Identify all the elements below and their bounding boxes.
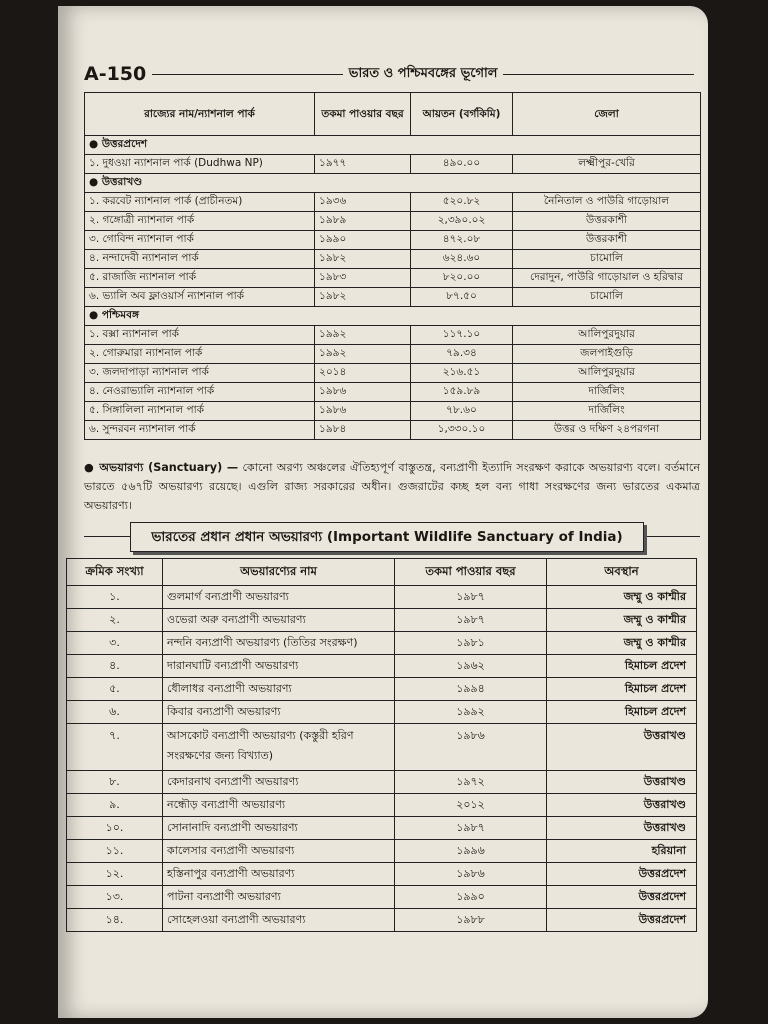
sanctuary-serial: ৯. — [67, 794, 163, 817]
sanctuary-serial: ৭. — [67, 724, 163, 771]
sanctuary-row — [67, 863, 697, 886]
park-name: ৬. সুন্দরবন ন্যাশনাল পার্ক — [85, 421, 315, 440]
sanctuary-name: নন্দনি বন্যপ্রাণী অভয়ারণ্য (তিতির সংরক্ষণ) — [163, 632, 395, 655]
sanctuary-col-location: অবস্থান — [547, 559, 697, 586]
page-number: A-150 — [84, 63, 147, 85]
sanctuary-year: ১৯৯২ — [395, 701, 547, 724]
park-col-area: আয়তন (বর্গকিমি) — [411, 93, 513, 136]
park-year: ১৯৮৪ — [315, 421, 411, 440]
park-row — [85, 383, 701, 402]
sanctuary-serial: ১০. — [67, 817, 163, 840]
park-row — [85, 326, 701, 345]
header-rule-right — [503, 74, 694, 75]
sanctuary-row — [67, 701, 697, 724]
sanctuary-row — [67, 840, 697, 863]
sanctuary-location: হিমাচল প্রদেশ — [547, 701, 697, 724]
sanctuary-location: উত্তরপ্রদেশ — [547, 909, 697, 932]
park-row — [85, 345, 701, 364]
sanctuary-location: উত্তরাখণ্ড — [547, 724, 697, 771]
park-name: ৬. ভ্যালি অব ফ্লাওয়ার্স ন্যাশনাল পার্ক — [85, 288, 315, 307]
national-park-table — [84, 92, 701, 440]
park-area: ১৫৯.৮৯ — [411, 383, 513, 402]
sanctuary-year: ১৯৯০ — [395, 886, 547, 909]
park-row — [85, 231, 701, 250]
sanctuary-table-body — [67, 586, 697, 932]
park-section-heading: ● পশ্চিমবঙ্গ — [85, 307, 701, 326]
sanctuary-name: সোহেলওয়া বন্যপ্রাণী অভয়ারণ্য — [163, 909, 395, 932]
park-year: ১৯৮৬ — [315, 383, 411, 402]
park-area: ২,৩৯০.০২ — [411, 212, 513, 231]
park-name: ১. দুধওয়া ন্যাশনাল পার্ক (Dudhwa NP) — [85, 155, 315, 174]
park-district: নৈনিতাল ও পাউরি গাড়োয়াল — [513, 193, 701, 212]
sanctuary-row — [67, 632, 697, 655]
sanctuary-location: উত্তরাখণ্ড — [547, 817, 697, 840]
sanctuary-location: উত্তরাখণ্ড — [547, 794, 697, 817]
sanctuary-serial: ২. — [67, 609, 163, 632]
sanctuary-serial: ৫. — [67, 678, 163, 701]
sanctuary-row — [67, 817, 697, 840]
park-row — [85, 193, 701, 212]
park-name: ৩. জলদাপাড়া ন্যাশনাল পার্ক — [85, 364, 315, 383]
park-name: ৫. রাজাজি ন্যাশনাল পার্ক — [85, 269, 315, 288]
park-name: ৩. গোবিন্দ ন্যাশনাল পার্ক — [85, 231, 315, 250]
park-district: দার্জিলিং — [513, 402, 701, 421]
park-table-body — [85, 136, 701, 440]
park-name: ১. বক্সা ন্যাশনাল পার্ক — [85, 326, 315, 345]
park-col-year: তকমা পাওয়ার বছর — [315, 93, 411, 136]
sanctuary-name: কালেসার বন্যপ্রাণী অভয়ারণ্য — [163, 840, 395, 863]
sanctuary-location: জম্মু ও কাশ্মীর — [547, 632, 697, 655]
sanctuary-row — [67, 609, 697, 632]
park-district: আলিপুরদুয়ার — [513, 326, 701, 345]
park-name: ১. করবেট ন্যাশনাল পার্ক (প্রাচীনতম) — [85, 193, 315, 212]
park-row — [85, 155, 701, 174]
sanctuary-year: ২০১২ — [395, 794, 547, 817]
park-year: ১৯৯২ — [315, 326, 411, 345]
park-row — [85, 269, 701, 288]
sanctuary-col-year: তকমা পাওয়ার বছর — [395, 559, 547, 586]
sanctuary-location: উত্তরপ্রদেশ — [547, 863, 697, 886]
sanctuary-year: ১৯৮৭ — [395, 586, 547, 609]
park-area: ১,৩৩০.১০ — [411, 421, 513, 440]
sanctuary-serial: ১৪. — [67, 909, 163, 932]
sanctuary-location: জম্মু ও কাশ্মীর — [547, 609, 697, 632]
park-year: ১৯৮৯ — [315, 212, 411, 231]
park-year: ১৯৯২ — [315, 345, 411, 364]
sanctuary-serial: ৪. — [67, 655, 163, 678]
sanctuary-col-name: অভয়ারণ্যের নাম — [163, 559, 395, 586]
park-district: দার্জিলিং — [513, 383, 701, 402]
park-area: ৭৮.৬০ — [411, 402, 513, 421]
park-area: ৬২৪.৬০ — [411, 250, 513, 269]
park-district: উত্তর ও দক্ষিণ ২৪পরগনা — [513, 421, 701, 440]
sanctuary-table-header — [67, 559, 697, 586]
sanctuary-col-serial: ক্রমিক সংখ্যা — [67, 559, 163, 586]
park-area: ৮৭.৫০ — [411, 288, 513, 307]
sanctuary-name: নন্ধৌড় বন্যপ্রাণী অভয়ারণ্য — [163, 794, 395, 817]
park-area: ৪৯০.০০ — [411, 155, 513, 174]
park-table-header — [85, 93, 701, 136]
sanctuary-serial: ১. — [67, 586, 163, 609]
park-year: ২০১৪ — [315, 364, 411, 383]
park-section-heading: ● উত্তরপ্রদেশ — [85, 136, 701, 155]
sanctuary-serial: ১২. — [67, 863, 163, 886]
sanctuary-name: আসকোট বন্যপ্রাণী অভয়ারণ্য (কস্তুরী হরিণ সংরক্ষণের জন্য বিখ্যাত) — [163, 724, 395, 771]
sanctuary-table — [66, 558, 697, 932]
sanctuary-serial: ৮. — [67, 771, 163, 794]
sanctuary-year: ১৯৮৬ — [395, 863, 547, 886]
park-year: ১৯৮৬ — [315, 402, 411, 421]
park-name: ৫. সিঙ্গালিলা ন্যাশনাল পার্ক — [85, 402, 315, 421]
sanctuary-row — [67, 724, 697, 771]
park-row — [85, 402, 701, 421]
park-row — [85, 364, 701, 383]
park-name: ৪. নন্দাদেবী ন্যাশনাল পার্ক — [85, 250, 315, 269]
park-district: উত্তরকাশী — [513, 212, 701, 231]
park-col-name: রাজ্যের নাম/ন্যাশনাল পার্ক — [85, 93, 315, 136]
sanctuary-location: হিমাচল প্রদেশ — [547, 678, 697, 701]
park-area: ৮২০.০০ — [411, 269, 513, 288]
sanctuary-year: ১৯৮১ — [395, 632, 547, 655]
park-name: ৪. নেওরাভ্যালি ন্যাশনাল পার্ক — [85, 383, 315, 402]
park-area: ৪৭২.০৮ — [411, 231, 513, 250]
park-section-row — [85, 174, 701, 193]
park-year: ১৯৩৬ — [315, 193, 411, 212]
sanctuary-name: গুলমার্গ বন্যপ্রাণী অভয়ারণ্য — [163, 586, 395, 609]
park-year: ১৯৯০ — [315, 231, 411, 250]
sanctuary-year: ১৯৯৪ — [395, 678, 547, 701]
sanctuary-row — [67, 586, 697, 609]
sanctuary-location: উত্তরপ্রদেশ — [547, 886, 697, 909]
park-district: চামোলি — [513, 250, 701, 269]
sanctuary-name: কিবার বন্যপ্রাণী অভয়ারণ্য — [163, 701, 395, 724]
park-district: জলপাইগুড়ি — [513, 345, 701, 364]
park-area: ১১৭.১০ — [411, 326, 513, 345]
sanctuary-year: ১৯৮৭ — [395, 817, 547, 840]
sanctuary-name: পাটনা বন্যপ্রাণী অভয়ারণ্য — [163, 886, 395, 909]
sanctuary-row — [67, 909, 697, 932]
sanctuary-row — [67, 886, 697, 909]
sanctuary-serial: ৩. — [67, 632, 163, 655]
park-section-row — [85, 136, 701, 155]
park-year: ১৯৮২ — [315, 250, 411, 269]
sanctuary-year: ১৯৮৬ — [395, 724, 547, 771]
sanctuary-lead: ● অভয়ারণ্য (Sanctuary) — — [84, 461, 239, 474]
sanctuary-location: উত্তরাখণ্ড — [547, 771, 697, 794]
sanctuary-section-title: ভারতের প্রধান প্রধান অভয়ারণ্য (Important Wildlife Sanctuary of India) — [130, 522, 644, 552]
sanctuary-body: কোনো অরণ্য অঞ্চলের ঐতিহ্যপূর্ণ বাস্তুতন্ত্র, বন্যপ্রাণী ইত্যাদি সংরক্ষণ করাকে অভয়ারণ্য বলে। বর্তমানে ভারতে ৫৬৭টি অভয়ারণ্য রয়েছে। এগুলি রাজ্য সরকারের অধীন। গুজরাটের কচ্ছ হল বন্য গাধা সংরক্ষণের জন্য ভারতের একমাত্র অভয়ারণ্য। — [84, 461, 701, 512]
sanctuary-year: ১৯৯৬ — [395, 840, 547, 863]
sanctuary-name: ওভেরা অরু বন্যপ্রাণী অভয়ারণ্য — [163, 609, 395, 632]
sanctuary-name: কেদারনাথ বন্যপ্রাণী অভয়ারণ্য — [163, 771, 395, 794]
sanctuary-location: জম্মু ও কাশ্মীর — [547, 586, 697, 609]
sanctuary-year: ১৯৮৭ — [395, 609, 547, 632]
sanctuary-row — [67, 771, 697, 794]
park-row — [85, 288, 701, 307]
sanctuary-year: ১৯৬২ — [395, 655, 547, 678]
book-title: ভারত ও পশ্চিমবঙ্গের ভূগোল — [348, 65, 498, 81]
park-area: ৭৯.৩৪ — [411, 345, 513, 364]
park-year: ১৯৮৩ — [315, 269, 411, 288]
park-section-row — [85, 307, 701, 326]
header-rule-left — [152, 74, 343, 75]
sanctuary-year: ১৯৭২ — [395, 771, 547, 794]
sanctuary-row — [67, 678, 697, 701]
sanctuary-location: হরিয়ানা — [547, 840, 697, 863]
park-row — [85, 212, 701, 231]
sanctuary-name: দারানঘাটি বন্যপ্রাণী অভয়ারণ্য — [163, 655, 395, 678]
sanctuary-serial: ১৩. — [67, 886, 163, 909]
park-district: উত্তরকাশী — [513, 231, 701, 250]
sanctuary-location: হিমাচল প্রদেশ — [547, 655, 697, 678]
park-name: ২. গঙ্গোত্রী ন্যাশনাল পার্ক — [85, 212, 315, 231]
park-area: ২১৬.৫১ — [411, 364, 513, 383]
park-district: লক্ষ্মীপুর-খেরি — [513, 155, 701, 174]
page-header — [84, 60, 700, 88]
park-col-district: জেলা — [513, 93, 701, 136]
park-year: ১৯৭৭ — [315, 155, 411, 174]
sanctuary-year: ১৯৮৮ — [395, 909, 547, 932]
sanctuary-serial: ১১. — [67, 840, 163, 863]
sanctuary-name: সোনানাদি বন্যপ্রাণী অভয়ারণ্য — [163, 817, 395, 840]
park-name: ২. গোরুমারা ন্যাশনাল পার্ক — [85, 345, 315, 364]
park-section-heading: ● উত্তরাখণ্ড — [85, 174, 701, 193]
sanctuary-serial: ৬. — [67, 701, 163, 724]
park-row — [85, 421, 701, 440]
sanctuary-row — [67, 655, 697, 678]
park-year: ১৯৮২ — [315, 288, 411, 307]
sanctuary-row — [67, 794, 697, 817]
sanctuary-name: ধৌলাধর বন্যপ্রাণী অভয়ারণ্য — [163, 678, 395, 701]
park-district: দেরাদুন, পাউরি গাড়োয়াল ও হরিদ্বার — [513, 269, 701, 288]
sanctuary-name: হস্তিনাপুর বন্যপ্রাণী অভয়ারণ্য — [163, 863, 395, 886]
park-district: চামোলি — [513, 288, 701, 307]
sanctuary-definition — [84, 458, 700, 515]
park-row — [85, 250, 701, 269]
park-area: ৫২০.৮২ — [411, 193, 513, 212]
park-district: আলিপুরদুয়ার — [513, 364, 701, 383]
